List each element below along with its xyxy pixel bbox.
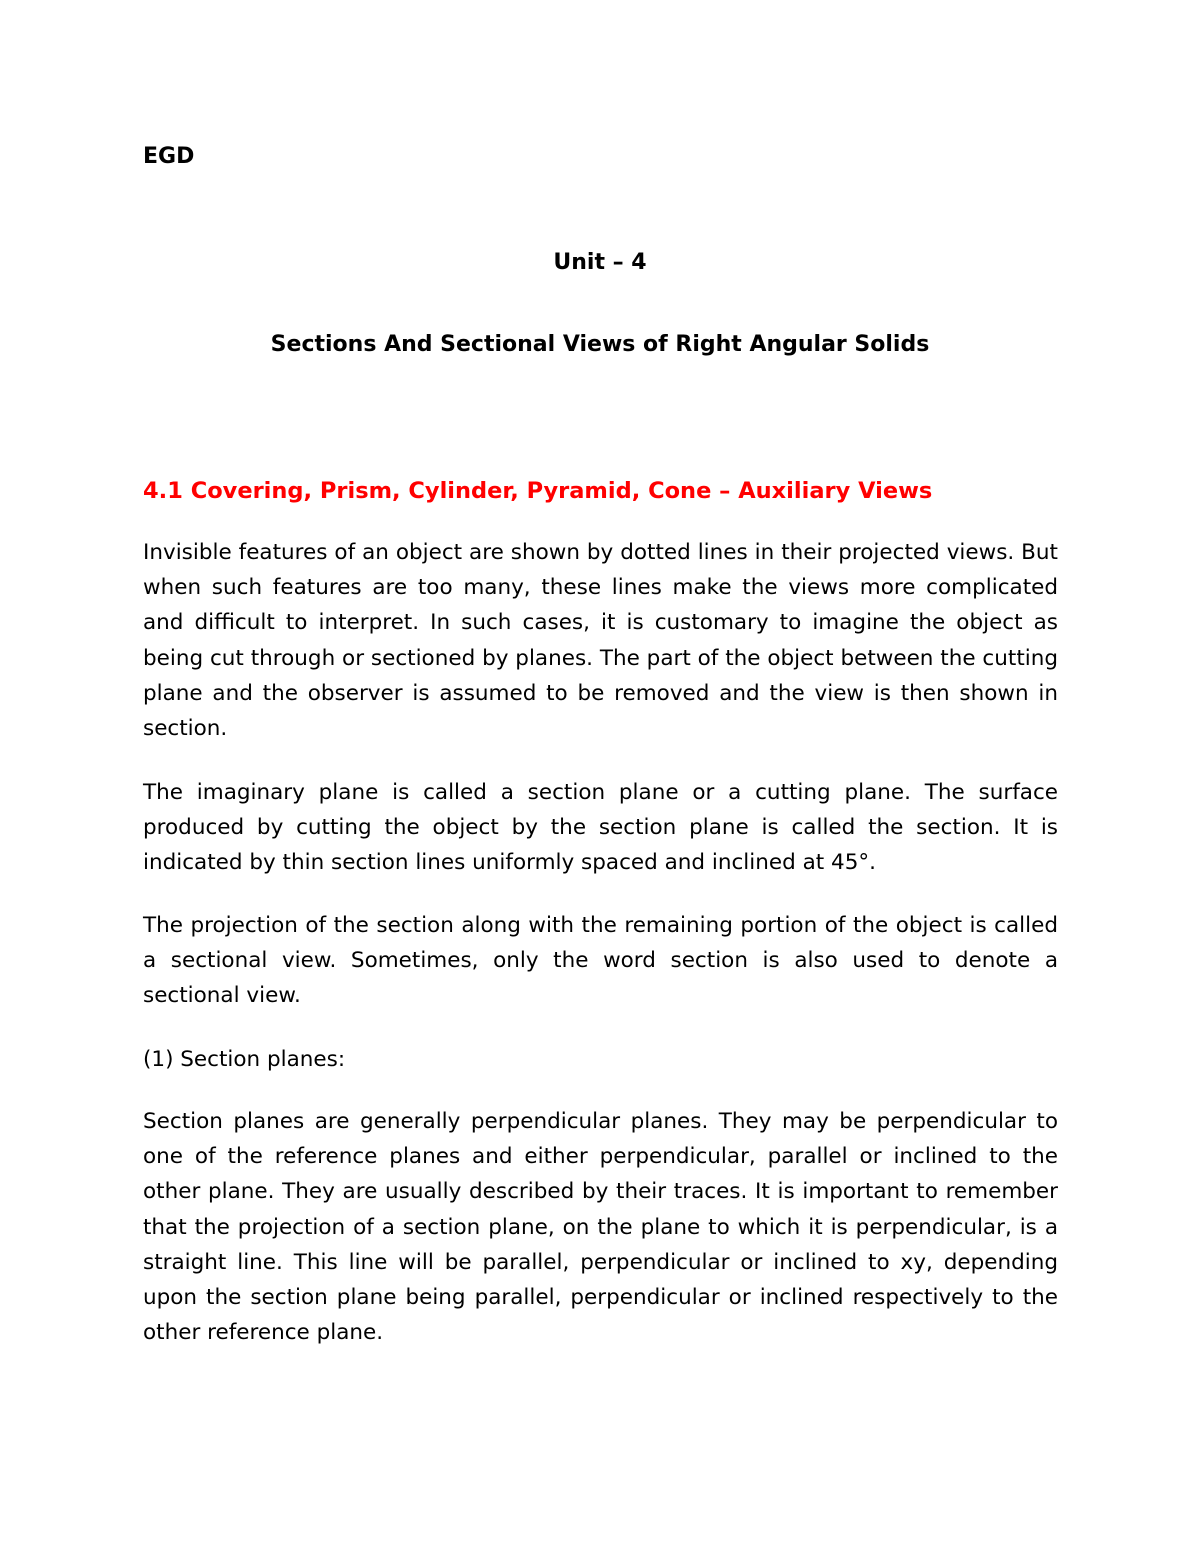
unit-title: Unit – 4 xyxy=(553,250,647,275)
paragraph-sectional-view: The projection of the section along with the remaining portion of the object is called a sectional view. Sometimes, only the word section is also used to denote a sectional view. xyxy=(143,913,1058,1009)
section-heading: 4.1 Covering, Prism, Cylinder, Pyramid, Cone – Auxiliary Views xyxy=(143,478,933,504)
subheading-section-planes: (1) Section planes: xyxy=(143,1047,346,1072)
page-title: Sections And Sectional Views of Right Angular Solids xyxy=(270,332,930,357)
paragraph-section-plane: The imaginary plane is called a section plane or a cutting plane. The surface produced by cutting the object by the section plane is called the section. It is indicated by thin section lines uniformly spaced and inclined at 45°. xyxy=(143,780,1058,876)
document-code: EGD xyxy=(143,144,195,169)
paragraph-section-planes: Section planes are generally perpendicular planes. They may be perpendicular to one of the reference planes and either perpendicular, parallel or inclined to the other plane. They are usually described by their traces. It is important to remember that the projection of a section plane, on the plane to which it is perpendicular, is a straight line. This line will be parallel, perpendicular or inclined to xy, depending upon the section plane being parallel, perpendicular or inclined respectively to the other reference plane. xyxy=(143,1109,1058,1346)
paragraph-invisible-features: Invisible features of an object are shown by dotted lines in their projected views. But when such features are too many, these lines make the views more complicated and difficult to interpret. In such cases, it is customary to imagine the object as being cut through or sectioned by planes. The part of the object between the cutting plane and the observer is assumed to be removed and the view is then shown in section. xyxy=(143,540,1058,742)
